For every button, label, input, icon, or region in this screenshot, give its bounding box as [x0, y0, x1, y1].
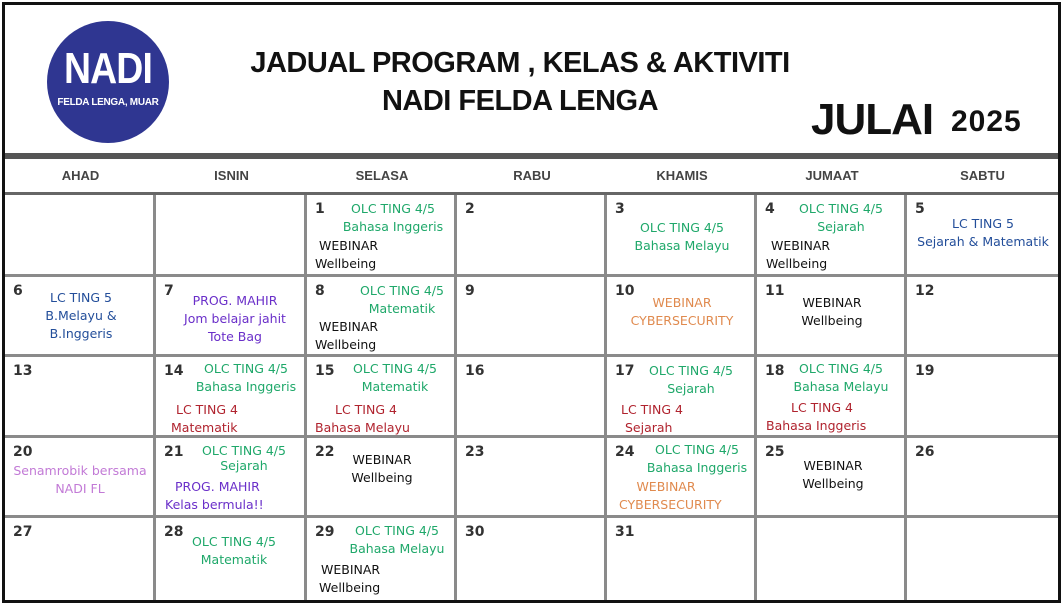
event-lc-title: LC TING 4 — [621, 402, 683, 417]
event-prog-mahir-desc: Jom belajar jahit — [184, 311, 286, 326]
event-olc-subject: Matematik — [200, 552, 268, 567]
day-number: 18 — [765, 363, 785, 379]
calendar-cell-day-2 — [457, 195, 607, 277]
event-lc-subject: Sejarah & Matematik — [917, 234, 1049, 249]
event-olc-title: OLC TING 4/5 — [204, 361, 288, 376]
event-olc-subject: Bahasa Melayu — [349, 541, 445, 556]
calendar-cell-day-24 — [607, 438, 757, 518]
calendar-cell-day-3 — [607, 195, 757, 277]
event-olc-subject: Sejarah — [667, 381, 715, 396]
calendar-cell-day-5 — [907, 195, 1058, 277]
day-number: 2 — [465, 201, 475, 217]
calendar-cell-day-26 — [907, 438, 1058, 518]
event-lc-title: LC TING 4 — [791, 400, 853, 415]
day-number: 20 — [13, 444, 33, 460]
calendar-cell-day-9 — [457, 277, 607, 357]
calendar-cell-day-4 — [757, 195, 907, 277]
calendar-cell-day-31 — [607, 518, 757, 600]
event-olc-subject: Matematik — [361, 379, 429, 394]
calendar-cell-day-29 — [307, 518, 457, 600]
event-webinar-title: WEBINAR — [636, 479, 696, 494]
calendar-cell-empty — [757, 518, 907, 600]
event-prog-mahir-title: PROG. MAHIR — [192, 293, 278, 308]
event-webinar-topic: Wellbeing — [351, 470, 413, 485]
event-webinar-topic: CYBERSECURITY — [619, 497, 722, 512]
event-olc-subject: Matematik — [368, 301, 436, 316]
day-number: 31 — [615, 524, 635, 540]
calendar-cell-day-22 — [307, 438, 457, 518]
logo-sub-text: FELDA LENGA, MUAR — [57, 97, 159, 108]
day-number: 14 — [164, 363, 184, 379]
calendar-cell-day-27 — [5, 518, 156, 600]
event-lc-title: LC TING 5 — [50, 290, 112, 305]
calendar-cell-day-6 — [5, 277, 156, 357]
event-lc-subject: Matematik — [171, 420, 238, 435]
day-number: 12 — [915, 283, 935, 299]
weekday-rabu: RABU — [513, 168, 551, 183]
event-webinar-topic: Wellbeing — [315, 256, 377, 271]
event-prog-mahir-desc: Kelas bermula!! — [165, 497, 264, 512]
day-number: 29 — [315, 524, 335, 540]
calendar-cell-day-13 — [5, 357, 156, 438]
event-olc-title: OLC TING 4/5 — [640, 220, 724, 235]
event-senamrobik-title: Senamrobik bersama — [13, 463, 147, 478]
event-olc-subject: Bahasa Melayu — [634, 238, 730, 253]
event-olc-subject: Bahasa Inggeris — [195, 379, 297, 394]
day-number: 22 — [315, 444, 335, 460]
event-prog-mahir-title: PROG. MAHIR — [175, 479, 260, 494]
calendar-cell-day-30 — [457, 518, 607, 600]
event-olc-subject: Bahasa Inggeris — [646, 460, 748, 475]
calendar-cell-day-28 — [156, 518, 307, 600]
weekday-jumaat: JUMAAT — [805, 168, 859, 183]
event-webinar-topic: Wellbeing — [315, 337, 377, 352]
event-webinar-title: WEBINAR — [652, 295, 712, 310]
event-lc-title: LC TING 4 — [176, 402, 238, 417]
calendar-cell-day-23 — [457, 438, 607, 518]
day-number: 1 — [315, 201, 325, 217]
weekday-khamis: KHAMIS — [656, 168, 708, 183]
event-lc-subject-2: B.Inggeris — [49, 326, 113, 341]
calendar-poster — [2, 2, 1061, 603]
day-number: 26 — [915, 444, 935, 460]
day-number: 7 — [164, 283, 174, 299]
day-number: 15 — [315, 363, 335, 379]
day-number: 19 — [915, 363, 935, 379]
calendar-cell-day-8 — [307, 277, 457, 357]
calendar-cell-day-11 — [757, 277, 907, 357]
nadi-logo — [47, 21, 169, 143]
event-webinar-title: WEBINAR — [352, 452, 412, 467]
event-lc-subject: Bahasa Melayu — [315, 420, 410, 435]
calendar-cell-day-16 — [457, 357, 607, 438]
event-lc-title: LC TING 5 — [952, 216, 1014, 231]
event-olc-subject: Bahasa Melayu — [793, 379, 889, 394]
event-lc-title: LC TING 4 — [335, 402, 397, 417]
calendar-cell-day-1 — [307, 195, 457, 277]
calendar-cell-day-18 — [757, 357, 907, 438]
event-lc-subject: Sejarah — [625, 420, 673, 435]
logo-main-text: NADI — [63, 44, 153, 93]
event-webinar-topic: Wellbeing — [801, 313, 863, 328]
day-number: 10 — [615, 283, 635, 299]
event-olc-title: OLC TING 4/5 — [655, 442, 739, 457]
day-number: 27 — [13, 524, 33, 540]
calendar-cell-empty — [5, 195, 156, 277]
event-lc-subject: B.Melayu & — [45, 308, 117, 323]
event-webinar-topic: Wellbeing — [802, 476, 864, 491]
event-webinar-topic: CYBERSECURITY — [630, 313, 734, 328]
day-number: 25 — [765, 444, 785, 460]
event-olc-subject: Sejarah — [817, 219, 865, 234]
event-olc-subject: Sejarah — [220, 458, 268, 473]
event-olc-title: OLC TING 4/5 — [192, 534, 276, 549]
event-olc-title: OLC TING 4/5 — [202, 443, 286, 458]
event-webinar-title: WEBINAR — [319, 319, 379, 334]
event-olc-title: OLC TING 4/5 — [355, 523, 439, 538]
event-webinar-topic: Wellbeing — [766, 256, 828, 271]
day-number: 11 — [765, 283, 785, 299]
day-number: 21 — [164, 444, 184, 460]
event-webinar-title: WEBINAR — [771, 238, 831, 253]
calendar-cell-day-21 — [156, 438, 307, 518]
calendar-cell-day-10 — [607, 277, 757, 357]
event-webinar-title: WEBINAR — [321, 562, 381, 577]
event-webinar-topic: Wellbeing — [319, 580, 381, 595]
day-number: 8 — [315, 283, 325, 299]
calendar-cell-day-25 — [757, 438, 907, 518]
calendar-cell-empty — [907, 518, 1058, 600]
event-olc-title: OLC TING 4/5 — [360, 283, 444, 298]
day-number: 3 — [615, 201, 625, 217]
day-number: 9 — [465, 283, 475, 299]
poster-header — [5, 5, 1058, 153]
calendar-cell-day-19 — [907, 357, 1058, 438]
weekday-sabtu: SABTU — [960, 168, 1005, 183]
calendar-cell-day-12 — [907, 277, 1058, 357]
day-number: 30 — [465, 524, 485, 540]
event-olc-title: OLC TING 4/5 — [353, 361, 437, 376]
event-webinar-title: WEBINAR — [803, 458, 863, 473]
day-number: 6 — [13, 283, 23, 299]
calendar-cell-day-7 — [156, 277, 307, 357]
calendar-cell-day-15 — [307, 357, 457, 438]
event-lc-subject: Bahasa Inggeris — [766, 418, 867, 433]
poster-subtitle: NADI FELDA LENGA — [381, 85, 659, 117]
event-senamrobik-org: NADI FL — [55, 481, 105, 496]
event-olc-title: OLC TING 4/5 — [799, 361, 883, 376]
day-number: 16 — [465, 363, 485, 379]
day-number: 5 — [915, 201, 925, 217]
event-olc-title: OLC TING 4/5 — [799, 201, 883, 216]
calendar-cell-day-17 — [607, 357, 757, 438]
day-number: 13 — [13, 363, 33, 379]
month-label: JULAI — [811, 95, 934, 144]
day-number: 24 — [615, 444, 635, 460]
day-number: 23 — [465, 444, 485, 460]
day-number: 4 — [765, 201, 775, 217]
event-webinar-title: WEBINAR — [319, 238, 379, 253]
day-number: 28 — [164, 524, 184, 540]
event-webinar-title: WEBINAR — [802, 295, 862, 310]
calendar-cell-day-14 — [156, 357, 307, 438]
calendar-cell-empty — [156, 195, 307, 277]
weekday-selasa: SELASA — [355, 168, 409, 183]
calendar-cell-day-20 — [5, 438, 156, 518]
day-number: 17 — [615, 363, 635, 379]
event-olc-title: OLC TING 4/5 — [649, 363, 733, 378]
year-label: 2025 — [951, 105, 1022, 138]
event-prog-mahir-desc-2: Tote Bag — [208, 329, 262, 344]
event-olc-subject: Bahasa Inggeris — [342, 219, 444, 234]
weekday-ahad: AHAD — [61, 168, 100, 183]
poster-title: JADUAL PROGRAM , KELAS & AKTIVITI — [250, 47, 790, 79]
weekday-isnin: ISNIN — [214, 168, 249, 183]
event-olc-title: OLC TING 4/5 — [351, 201, 435, 216]
